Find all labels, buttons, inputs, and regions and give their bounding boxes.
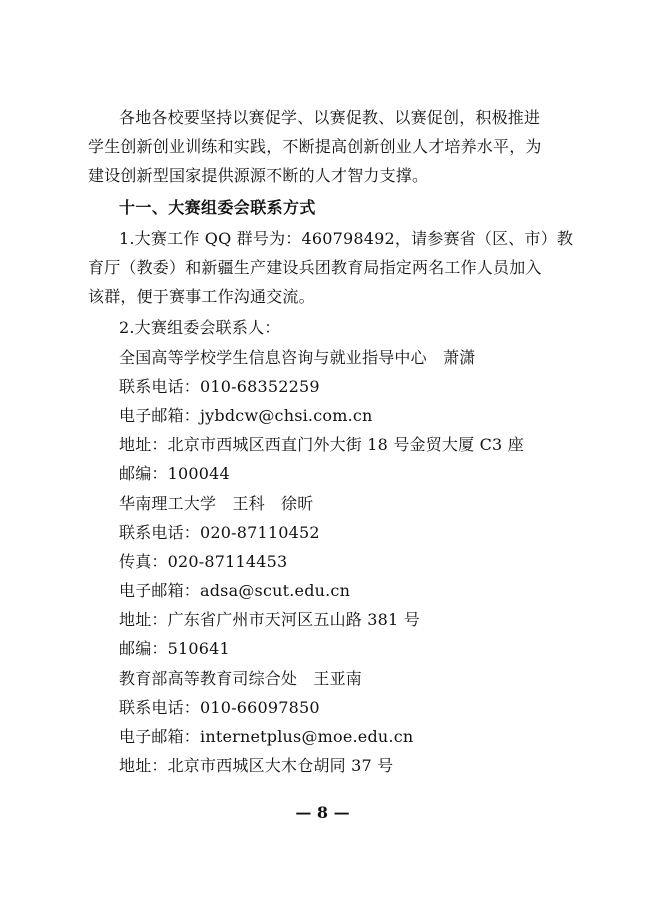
contact-3-org: 教育部高等教育司综合处 王亚南 bbox=[119, 669, 363, 688]
contact-3-address: 地址：北京市西城区大木仓胡同 37 号 bbox=[119, 756, 394, 775]
section-heading: 十一、大赛组委会联系方式 bbox=[119, 198, 316, 217]
page-number: — 8 — bbox=[295, 803, 350, 822]
contact-2-org: 华南理工大学 王科 徐昕 bbox=[119, 494, 314, 513]
contact-1-email: 电子邮箱：jybdcw@chsi.com.cn bbox=[119, 406, 373, 425]
contact-3-phone: 联系电话：010-66097850 bbox=[119, 698, 320, 717]
contact-2-email: 电子邮箱：adsa@scut.edu.cn bbox=[119, 581, 351, 600]
contact-2-fax: 传真：020-87114453 bbox=[119, 552, 288, 571]
contact-2-address: 地址：广东省广州市天河区五山路 381 号 bbox=[119, 610, 420, 629]
contact-1-address: 地址：北京市西城区西直门外大街 18 号金贸大厦 C3 座 bbox=[119, 435, 524, 454]
intro-line-1: 各地各校要坚持以赛促学、以赛促教、以赛促创，积极推进 bbox=[119, 108, 541, 127]
item2-title: 2.大赛组委会联系人： bbox=[119, 318, 281, 337]
intro-line-2: 学生创新创业训练和实践，不断提高创新创业人才培养水平，为 bbox=[88, 137, 542, 156]
item1-line-1: 1.大赛工作 QQ 群号为：460798492，请参赛省（区、市）教 bbox=[119, 229, 574, 248]
contact-2-phone: 联系电话：020-87110452 bbox=[119, 523, 320, 542]
item1-line-3: 该群，便于赛事工作沟通交流。 bbox=[88, 287, 315, 306]
intro-line-3: 建设创新型国家提供源源不断的人才智力支撑。 bbox=[88, 166, 429, 185]
contact-1-org: 全国高等学校学生信息咨询与就业指导中心 萧潇 bbox=[119, 348, 476, 367]
contact-2-postcode: 邮编：510641 bbox=[119, 639, 230, 658]
item1-line-2: 育厅（教委）和新疆生产建设兵团教育局指定两名工作人员加入 bbox=[88, 258, 542, 277]
contact-1-phone: 联系电话：010-68352259 bbox=[119, 377, 320, 396]
contact-1-postcode: 邮编：100044 bbox=[119, 464, 230, 483]
contact-3-email: 电子邮箱：internetplus@moe.edu.cn bbox=[119, 727, 414, 746]
